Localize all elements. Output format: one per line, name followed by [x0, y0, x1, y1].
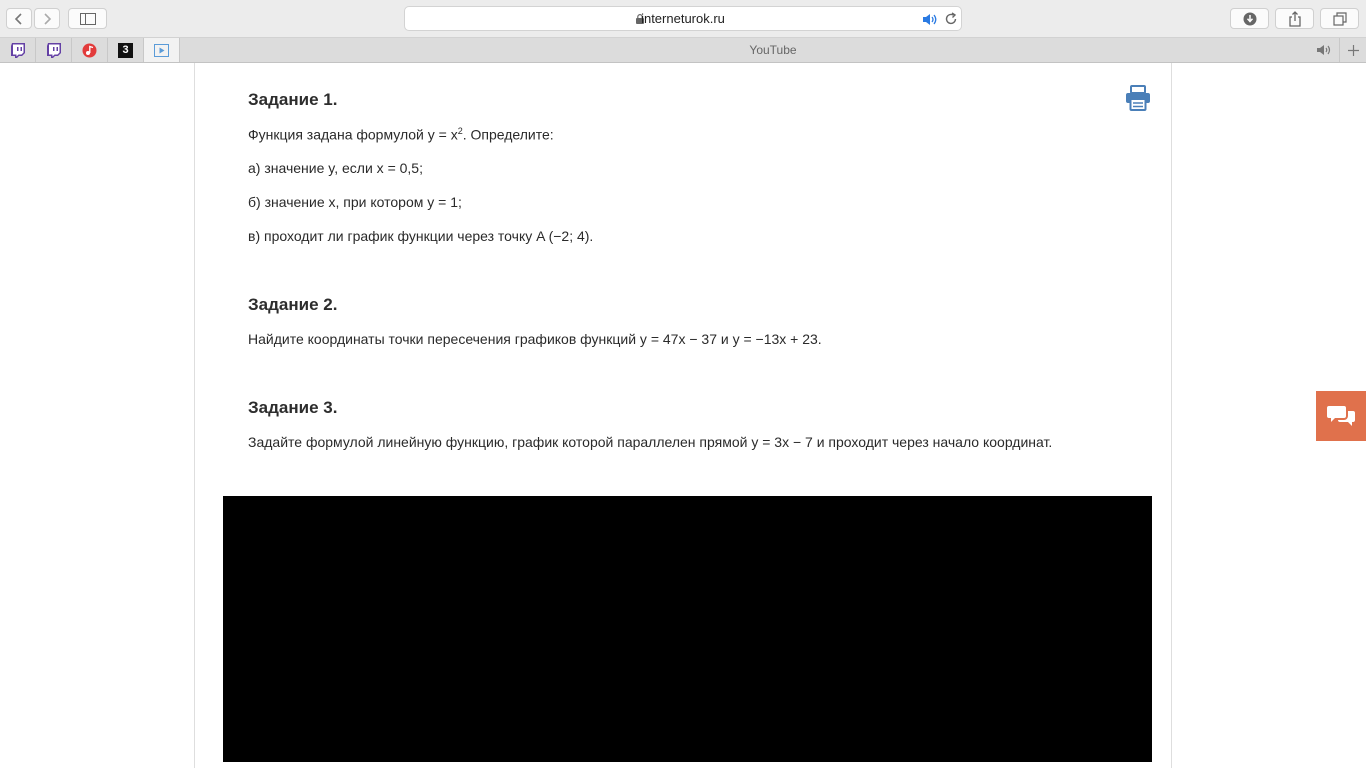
- tabs-icon: [1333, 12, 1347, 26]
- forward-button[interactable]: [34, 8, 60, 29]
- task-3-line-1: Задайте формулой линейную функцию, график которой параллелен прямой y = 3x − 7 и проходит через начало координат.: [248, 434, 1053, 450]
- task-1-line-1-before: Функция задана формулой y = x: [248, 126, 458, 143]
- chat-button[interactable]: [1316, 391, 1366, 441]
- task-1-line-3: б) значение x, при котором y = 1;: [248, 194, 462, 210]
- tab-bar: [0, 38, 1366, 63]
- chevron-left-icon: [14, 13, 24, 25]
- address-bar[interactable]: [404, 6, 962, 31]
- task-1-line-4: в) проходит ли график функции через точку A (−2; 4).: [248, 228, 594, 244]
- sidebar-icon: [80, 13, 96, 25]
- downloads-button[interactable]: [1230, 8, 1269, 29]
- task-2-title: Задание 2.: [248, 295, 338, 314]
- task-1-line-1-superscript: 2: [457, 126, 463, 136]
- pinned-tab-twitch-1[interactable]: [0, 38, 36, 62]
- number-3-icon: 3: [118, 43, 133, 58]
- video-player[interactable]: [223, 496, 1152, 762]
- video-player-icon: [154, 44, 169, 57]
- chevron-right-icon: [42, 13, 52, 25]
- pinned-tab-music[interactable]: [72, 38, 108, 62]
- tabs-overview-button[interactable]: [1320, 8, 1359, 29]
- twitch-icon: [47, 43, 61, 58]
- pinned-tab-number-3[interactable]: [108, 38, 144, 62]
- task-1-line-1: [248, 126, 554, 143]
- pinned-tab-video-player[interactable]: [144, 38, 180, 62]
- twitch-icon: [11, 43, 25, 58]
- active-tab-title[interactable]: YouTube: [749, 43, 797, 57]
- music-icon: [82, 43, 97, 58]
- task-3-title: Задание 3.: [248, 398, 338, 417]
- url-text: interneturok.ru: [641, 11, 725, 26]
- print-button[interactable]: [1124, 84, 1152, 112]
- share-button[interactable]: [1275, 8, 1314, 29]
- printer-icon: [1124, 84, 1152, 112]
- task-1-title: Задание 1.: [248, 90, 338, 109]
- chat-bubbles-icon: [1327, 404, 1355, 428]
- task-1-line-1-after: . Определите:: [462, 126, 554, 143]
- task-2-line-1: Найдите координаты точки пересечения графиков функций y = 47x − 37 и y = −13x + 23.: [248, 331, 822, 347]
- reload-icon[interactable]: [944, 12, 958, 26]
- speaker-icon[interactable]: [922, 13, 938, 26]
- sidebar-button[interactable]: [68, 8, 107, 29]
- pinned-tab-twitch-2[interactable]: [36, 38, 72, 62]
- share-icon: [1288, 11, 1302, 27]
- task-1-line-2: а) значение y, если x = 0,5;: [248, 160, 423, 176]
- browser-toolbar: [0, 0, 1366, 38]
- new-tab-button[interactable]: [1339, 38, 1366, 62]
- download-icon: [1243, 12, 1257, 26]
- tab-audio-icon[interactable]: [1316, 44, 1332, 56]
- back-button[interactable]: [6, 8, 32, 29]
- plus-icon: [1348, 45, 1359, 56]
